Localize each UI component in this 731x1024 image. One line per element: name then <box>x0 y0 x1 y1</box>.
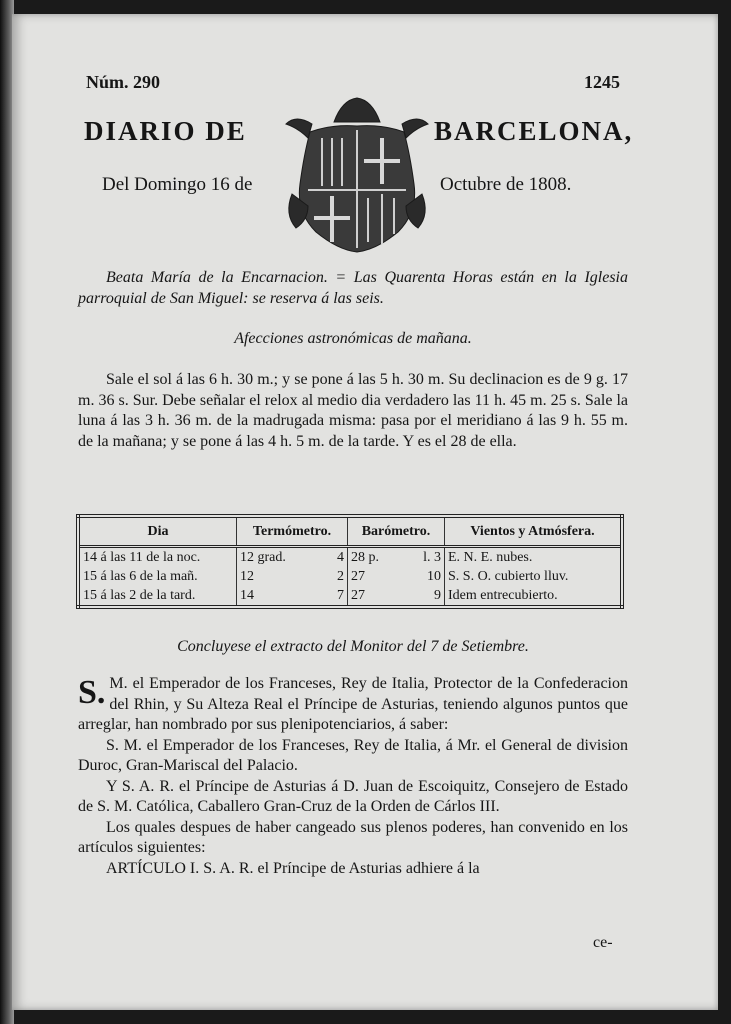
cell-vientos: E. N. E. nubes. <box>448 549 533 565</box>
masthead-title-right: BARCELONA, <box>434 116 634 146</box>
date-right: Octubre de 1808. <box>440 174 572 195</box>
weather-table <box>76 514 624 609</box>
header-termometro: Termómetro. <box>237 516 348 547</box>
cell-termometro: 12 2 <box>237 567 348 586</box>
cell-vientos: Idem entrecubierto. <box>448 587 558 603</box>
header-vientos: Vientos y Atmósfera. <box>445 516 623 547</box>
masthead-title-left: DIARIO DE <box>84 116 247 146</box>
page-number: 1245 <box>584 72 620 92</box>
article-paragraph: M. el Emperador de los Franceses, Rey de Italia, Protector de la Confederacion del Rhin, y Su Alteza Real el Príncipe de Asturias, teniendo algunos puntos que arreglar, han nombrado por sus plenipotenciarios, á saber: <box>78 675 628 733</box>
newspaper-page <box>12 14 718 1010</box>
table-row <box>78 547 622 568</box>
cell-dia: 15 á las 6 de la mañ. <box>78 567 237 586</box>
header-barometro: Barómetro. <box>348 516 445 547</box>
drop-cap: S. <box>78 674 106 711</box>
article-paragraph: S. M. el Emperador de los Franceses, Rey de Italia, á Mr. el General de division Duroc, Gran-Mariscal del Palacio. <box>78 736 628 774</box>
astro-heading: Afecciones astronómicas de mañana. <box>234 330 472 347</box>
coat-of-arms-icon <box>282 94 432 254</box>
article-body <box>78 674 628 879</box>
religious-notice: Beata María de la Encarnacion. = Las Quarenta Horas están en la Iglesia parroquial de San Miguel: se reserva á las seis. <box>78 269 628 307</box>
article-paragraph: Los quales despues de haber cangeado sus plenos poderes, han convenido en los artículos siguientes: <box>78 818 628 856</box>
cell-termometro: 14 7 <box>237 586 348 607</box>
issue-number: Núm. 290 <box>86 72 161 92</box>
date-left: Del Domingo 16 de <box>102 174 253 195</box>
table-row <box>78 567 622 586</box>
cell-termometro: 12 grad. 4 <box>237 547 348 568</box>
catchword: ce- <box>593 934 613 951</box>
header-dia: Dia <box>78 516 237 547</box>
astro-text: Sale el sol á las 6 h. 30 m.; y se pone á las 5 h. 30 m. Su declinacion es de 9 g. 17 m. 36 s. Sur. Debe señalar el relox al medio dia verdadero las 11 h. 45 m. 25 s. Sale la luna á las 3 h. 36 m. de la madrugada misma: pasa por el meridiano á las 9 h. 55 m. de la mañana; y se pone á las 4 h. 5 m. de la tarde. Y es el 28 de ella. <box>78 371 628 450</box>
cell-vientos: S. S. O. cubierto lluv. <box>448 568 569 584</box>
cell-barometro: 27 10 <box>348 567 445 586</box>
cell-barometro: 28 p. l. 3 <box>348 547 445 568</box>
article-heading: Concluyese el extracto del Monitor del 7 de Setiembre. <box>177 638 529 655</box>
cell-barometro: 27 9 <box>348 586 445 607</box>
cell-dia: 14 á las 11 de la noc. <box>78 547 237 568</box>
article-paragraph: Y S. A. R. el Príncipe de Asturias á D. Juan de Escoiquitz, Consejero de Estado de S. M. Católica, Caballero Gran-Cruz de la Orden de Cárlos III. <box>78 777 628 815</box>
table-row <box>78 586 622 607</box>
article-paragraph: ARTÍCULO I. S. A. R. el Príncipe de Asturias adhiere á la <box>106 859 480 877</box>
cell-dia: 15 á las 2 de la tard. <box>78 586 237 607</box>
